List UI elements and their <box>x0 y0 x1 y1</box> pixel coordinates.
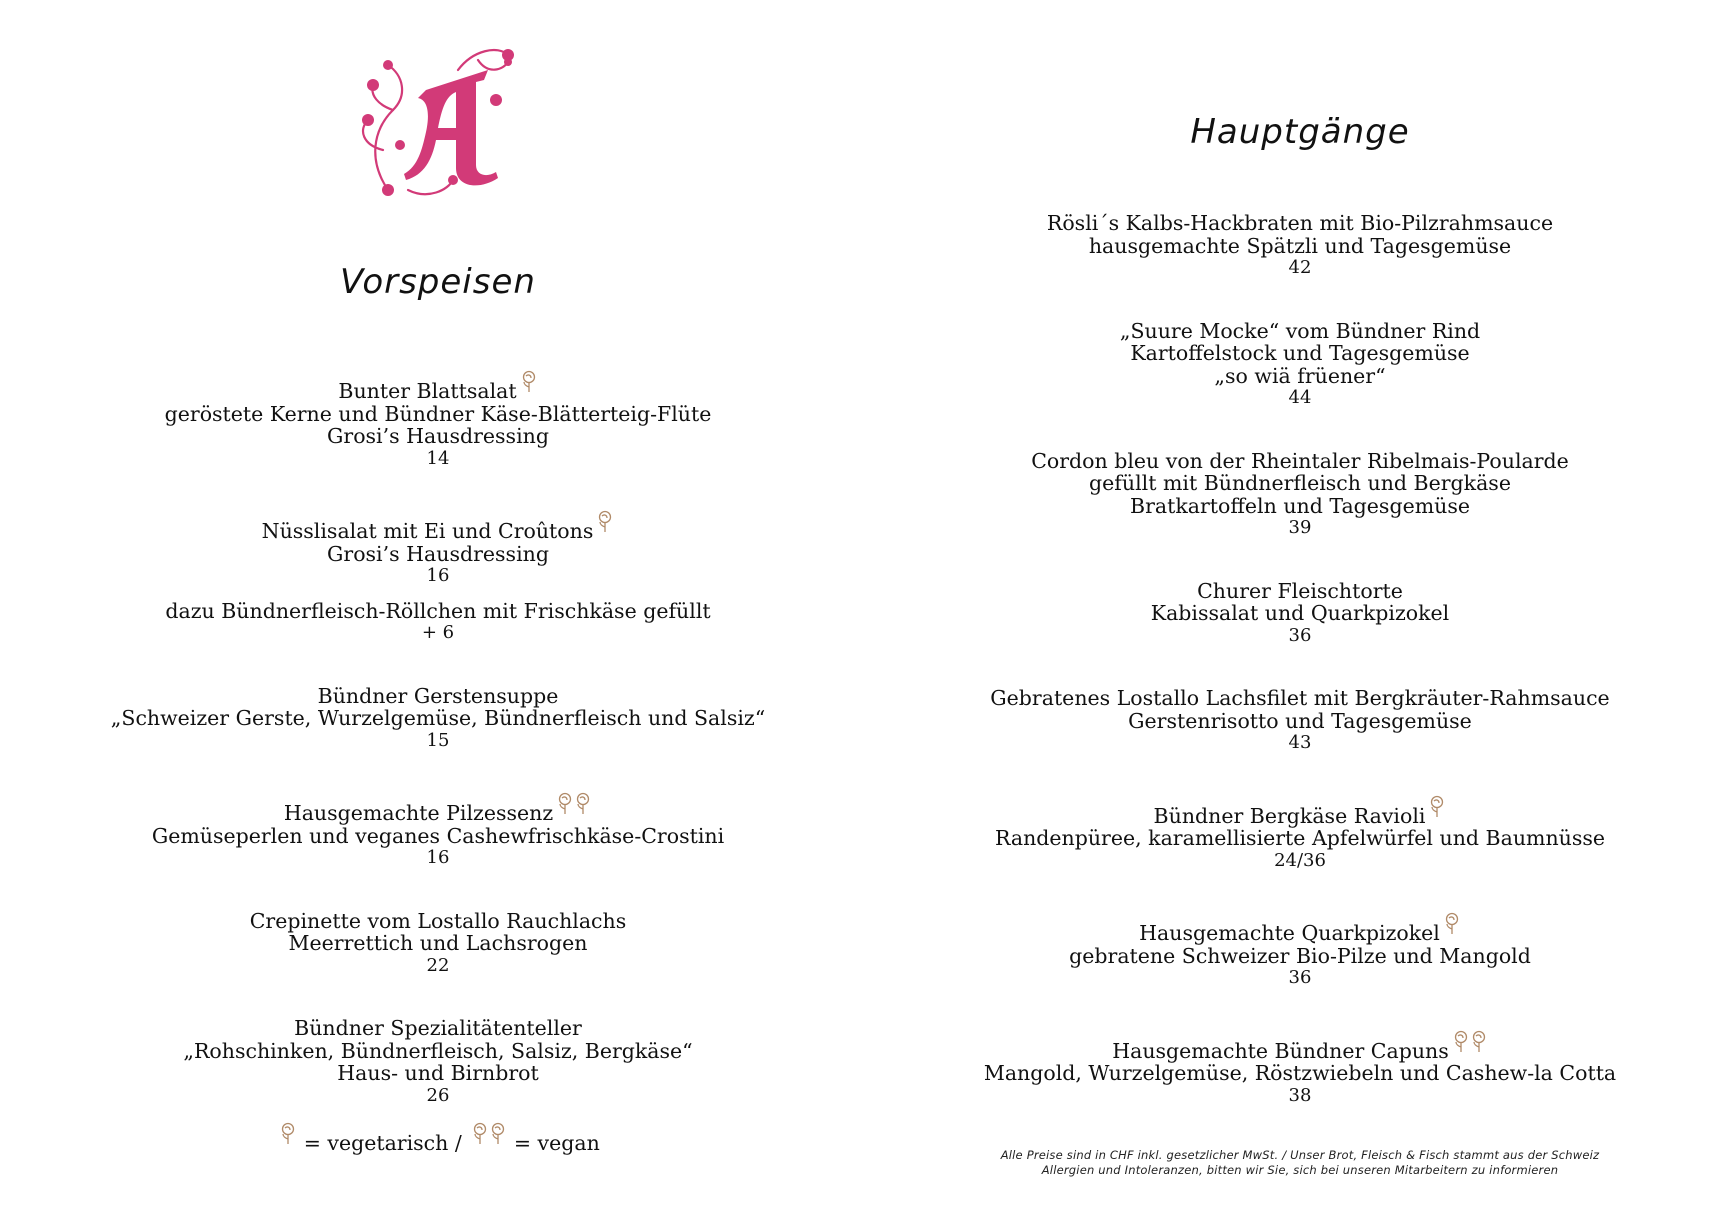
starters-list <box>88 370 788 1147</box>
item-desc: Gerstenrisotto und Tagesgemüse <box>1128 708 1472 733</box>
menu-item <box>930 795 1670 873</box>
item-name: Hausgemachte Quarkpizokel <box>1139 921 1440 945</box>
item-name: Cordon bleu von der Rheintaler Ribelmais-Poularde <box>1031 448 1569 473</box>
item-desc: Kabissalat und Quarkpizokel <box>1150 601 1450 625</box>
item-price: 36 <box>1288 967 1312 988</box>
menu-item <box>930 1030 1670 1108</box>
item-extra: dazu Bündnerfleisch-Röllchen mit Frischkäse gefüllt <box>165 598 711 623</box>
item-name: Hausgemachte Bündner Capuns <box>1112 1038 1449 1063</box>
mains-list <box>930 212 1670 1147</box>
vegetarian-flower-icon <box>596 510 614 534</box>
menu-item <box>88 510 788 645</box>
item-desc: gebratene Schweizer Bio-Pilze und Mangold <box>1069 943 1531 968</box>
item-desc: Grosi’s Hausdressing <box>327 424 549 448</box>
section-title-hauptgaenge: Hauptgänge <box>1190 112 1410 152</box>
footnote-line: Alle Preise sind in CHF inkl. gesetzlicher MwSt. / Unser Brot, Fleisch & Fisch stammt aus der Schweiz <box>1000 1148 1600 1162</box>
vegetarian-flower-icon <box>1428 795 1446 819</box>
item-desc: Gemüseperlen und veganes Cashewfrischkäse-Crostini <box>151 823 725 848</box>
menu-item <box>88 370 788 470</box>
item-price: 22 <box>426 954 450 976</box>
item-desc: „Schweizer Gerste, Wurzelgemüse, Bündnerfleisch und Salsiz“ <box>110 706 766 730</box>
price-footnote <box>930 1148 1670 1178</box>
menu-item <box>930 912 1670 990</box>
menu-item <box>88 792 788 870</box>
item-desc: Grosi’s Hausdressing <box>327 541 549 566</box>
right-page <box>930 0 1670 1218</box>
item-price: 26 <box>426 1084 450 1106</box>
vegan-flower-icon <box>1470 1030 1488 1054</box>
item-name: Bunter Blattsalat <box>338 379 517 403</box>
item-price: 38 <box>1288 1084 1312 1106</box>
vegan-flower-icon <box>471 1122 489 1146</box>
left-page <box>88 0 788 1218</box>
item-price: 16 <box>426 847 450 868</box>
item-price: 24/36 <box>1274 849 1326 871</box>
section-title-vorspeisen: Vorspeisen <box>340 262 536 302</box>
item-desc: Haus- und Birnbrot <box>337 1061 539 1085</box>
vegan-flower-icon <box>489 1122 507 1146</box>
menu-item <box>930 320 1670 410</box>
menu-item <box>88 910 788 978</box>
item-extra-price: + 6 <box>421 622 455 643</box>
item-price: 15 <box>426 729 450 751</box>
item-name: Bündner Bergkäse Ravioli <box>1153 803 1426 828</box>
item-price: 16 <box>426 565 450 586</box>
item-name: Nüsslisalat mit Ei und Croûtons <box>261 519 594 543</box>
vegan-flower-icon <box>1452 1030 1470 1054</box>
item-name: Churer Fleischtorte <box>1197 578 1403 603</box>
item-desc: Mangold, Wurzelgemüse, Röstzwiebeln und Cashew-la Cotta <box>983 1061 1617 1085</box>
item-desc: Meerrettich und Lachsrogen <box>288 931 588 955</box>
menu-item <box>930 212 1670 280</box>
item-price: 42 <box>1288 257 1312 278</box>
vegetarian-flower-icon <box>1443 912 1461 936</box>
legend-vegan: = vegan <box>513 1131 600 1155</box>
item-desc: hausgemachte Spätzli und Tagesgemüse <box>1088 233 1512 258</box>
item-price: 44 <box>1288 387 1312 408</box>
legend-vegetarian: = vegetarisch / <box>303 1131 462 1155</box>
logo <box>348 40 528 210</box>
item-desc: geröstete Kerne und Bündner Käse-Blätterteig-Flüte <box>164 401 712 426</box>
item-name: Bündner Gerstensuppe <box>317 683 559 708</box>
menu-item <box>930 450 1670 540</box>
item-price: 14 <box>426 447 450 469</box>
item-desc: Kartoffelstock und Tagesgemüse <box>1130 341 1470 365</box>
footnote-line: Allergien und Intoleranzen, bitten wir Sie, sich bei unseren Mitarbeitern zu informieren <box>1041 1163 1559 1177</box>
item-desc: „so wiä früener“ <box>1214 363 1386 388</box>
item-desc: Bratkartoffeln und Tagesgemüse <box>1130 493 1470 518</box>
menu-item <box>930 687 1670 755</box>
item-name: „Suure Mocke“ vom Bündner Rind <box>1119 318 1481 343</box>
item-desc: gefüllt mit Bündnerfleisch und Bergkäse <box>1089 471 1511 495</box>
flourish-logo-icon <box>348 40 528 210</box>
item-price: 39 <box>1288 517 1312 538</box>
item-name: Hausgemachte Pilzessenz <box>283 801 554 825</box>
item-name: Rösli´s Kalbs-Hackbraten mit Bio-Pilzrahmsauce <box>1046 211 1554 235</box>
menu-item <box>88 1017 788 1107</box>
menu-item <box>930 580 1670 648</box>
item-price: 43 <box>1288 732 1312 753</box>
diet-legend <box>88 1122 788 1155</box>
item-price: 36 <box>1288 624 1312 646</box>
menu-item <box>88 685 788 753</box>
item-desc: Randenpüree, karamellisierte Apfelwürfel und Baumnüsse <box>994 826 1606 850</box>
vegetarian-flower-icon <box>279 1122 297 1146</box>
vegan-flower-icon <box>556 792 574 816</box>
item-name: Gebratenes Lostallo Lachsfilet mit Bergkräuter-Rahmsauce <box>990 686 1610 710</box>
item-name: Crepinette vom Lostallo Rauchlachs <box>249 908 627 933</box>
vegetarian-flower-icon <box>520 370 538 394</box>
item-desc: „Rohschinken, Bündnerfleisch, Salsiz, Bergkäse“ <box>183 1038 693 1063</box>
vegan-flower-icon <box>574 792 592 816</box>
item-name: Bündner Spezialitätenteller <box>294 1016 582 1040</box>
